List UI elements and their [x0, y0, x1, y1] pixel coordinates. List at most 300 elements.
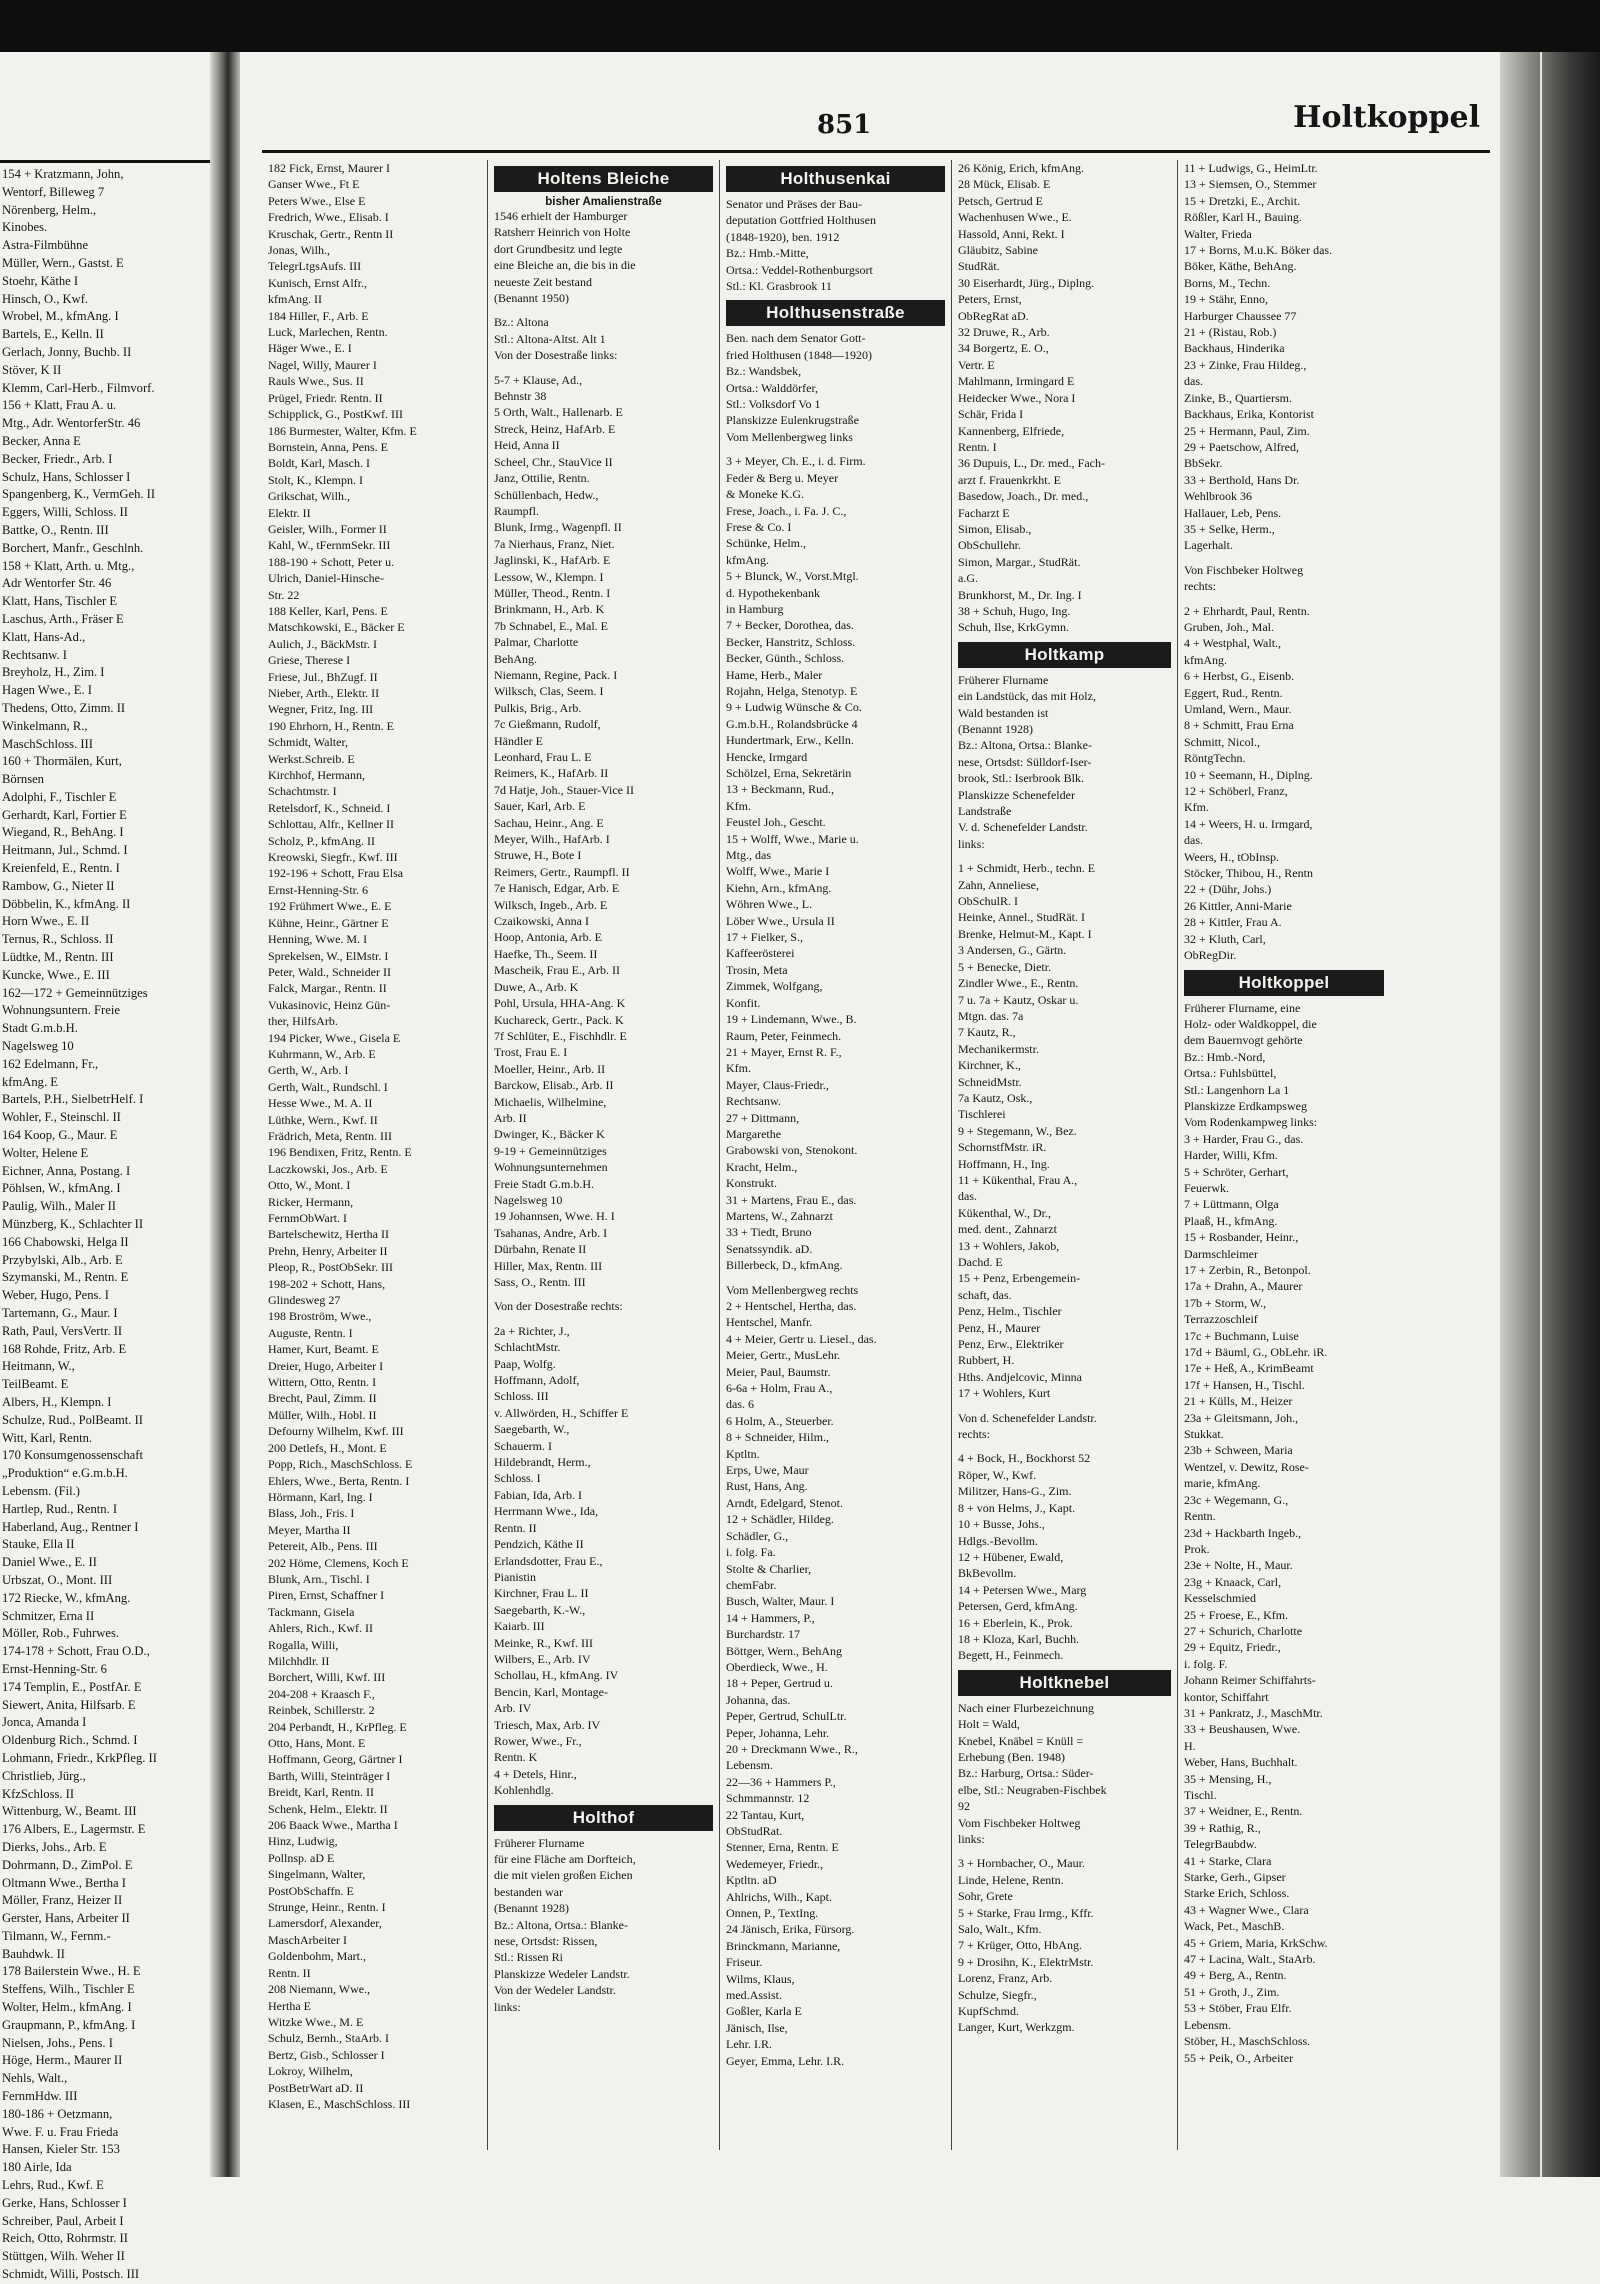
left-page-line: Nehls, Walt., [2, 2071, 68, 2086]
directory-line: Vom Rodenkampweg links: [1184, 1115, 1318, 1130]
directory-line: 17 + Wohlers, Kurt [958, 1386, 1051, 1401]
directory-line: Wittern, Otto, Rentn. I [268, 1375, 377, 1390]
left-page-line: Rath, Paul, VersVertr. II [2, 1323, 123, 1338]
directory-line: 35 + Mensing, H., [1184, 1771, 1272, 1786]
left-page-line: 168 Rohde, Fritz, Arb. E [2, 1341, 127, 1356]
directory-line: Mechanikermstr. [958, 1041, 1039, 1056]
entry-block [494, 208, 713, 1799]
directory-line: Grikschat, Wilh., [268, 489, 350, 504]
directory-line: Lehr. I.R. [726, 2037, 772, 2052]
directory-line: Kühne, Heinr., Gärtner E [268, 915, 389, 930]
directory-line: Elektr. II [268, 505, 311, 520]
directory-line: 186 Burmester, Walter, Kfm. E [268, 423, 417, 438]
directory-line: Ratsherr Heinrich von Holte [494, 225, 631, 240]
directory-line: Vom Mellenbergweg rechts [726, 1282, 859, 1297]
directory-line: Feuerwk. [1184, 1180, 1229, 1195]
directory-line: Peper, Johanna, Lehr. [726, 1725, 830, 1740]
directory-line: 1546 erhielt der Hamburger [494, 209, 628, 223]
directory-line: Werkst.Schreib. E [268, 751, 355, 766]
directory-line: Bz.: Wandsbek, [726, 364, 802, 379]
directory-line: Johanna, das. [726, 1692, 791, 1707]
directory-line: 10 + Seemann, H., Diplng. [1184, 767, 1313, 782]
left-page-line: 162—172 + Gemeinnütziges [2, 985, 148, 1000]
directory-line: Gläubitz, Sabine [958, 243, 1038, 258]
directory-line: 14 + Petersen Wwe., Marg [958, 1582, 1087, 1597]
directory-line: Prehn, Henry, Arbeiter II [268, 1243, 388, 1258]
directory-line: Paap, Wolfg. [494, 1356, 556, 1371]
directory-line: 4 + Bock, H., Bockhorst 52 [958, 1451, 1091, 1466]
directory-line: chemFabr. [726, 1577, 777, 1592]
directory-line: 23b + Schween, Maria [1184, 1443, 1293, 1458]
directory-line: Stl.: Volksdorf Vo 1 [726, 397, 821, 412]
directory-line: 7c Gießmann, Rudolf, [494, 717, 601, 732]
left-page-line: Becker, Friedr., Arb. I [2, 451, 113, 466]
directory-line: MaschArbeiter I [268, 1932, 347, 1947]
directory-line: Wilms, Klaus, [726, 1971, 795, 1986]
directory-line: Blunk, Irmg., Wagenpfl. II [494, 520, 622, 535]
directory-line: Dürbahn, Renate II [494, 1242, 587, 1257]
directory-line: 7a Kautz, Osk., [958, 1090, 1033, 1105]
directory-line: Kfm. [726, 1061, 751, 1076]
directory-line: 14 + Hammers, P., [726, 1610, 815, 1625]
directory-line: 28 Mück, Elisab. E [958, 177, 1051, 192]
directory-line: 190 Ehrhorn, H., Rentn. E [268, 718, 394, 733]
directory-line: Dreier, Hugo, Arbeiter I [268, 1358, 384, 1373]
directory-line: Moeller, Heinr., Arb. II [494, 1061, 606, 1076]
directory-line: Hentschel, Manfr. [726, 1315, 813, 1330]
directory-line: Piren, Ernst, Schaffner I [268, 1588, 385, 1603]
directory-line: Wilksch, Ingeb., Arb. E [494, 897, 608, 912]
directory-line: SchneidMstr. [958, 1074, 1022, 1089]
directory-line: Stl.: Kl. Grasbrook 11 [726, 279, 832, 294]
directory-line: 29 + Equitz, Friedr., [1184, 1640, 1281, 1655]
directory-line: & Moneke K.G. [726, 487, 804, 502]
directory-line: 10 + Busse, Johs., [958, 1517, 1045, 1532]
directory-line: 11 + Kükenthal, Frau A., [958, 1172, 1078, 1187]
left-page-line: 176 Albers, E., Lagermstr. E [2, 1822, 146, 1837]
directory-line: Meinke, R., Kwf. III [494, 1635, 593, 1650]
directory-line: Schipplick, G., PostKwf. III [268, 407, 403, 422]
directory-line: Penz, Erw., Elektriker [958, 1337, 1064, 1352]
left-page-line: Adr Wentorfer Str. 46 [2, 576, 112, 591]
entry-block [726, 196, 945, 294]
left-page-line: Hartlep, Rud., Rentn. I [2, 1501, 118, 1516]
directory-line: Jänisch, Ilse, [726, 2020, 788, 2035]
directory-line: 15 + Dretzki, E., Archit. [1184, 193, 1301, 208]
directory-line: 14 + Weers, H. u. Irmgard, [1184, 816, 1313, 831]
directory-line: Triesch, Max, Arb. IV [494, 1717, 601, 1732]
left-page-line: Eichner, Anna, Postang. I [2, 1163, 131, 1178]
directory-line: 7 + Lüttmann, Olga [1184, 1197, 1279, 1212]
left-page-line: Hinsch, O., Kwf. [2, 291, 89, 306]
left-page-line: Heitmann, W., [2, 1359, 75, 1374]
directory-line: Nieber, Arth., Elektr. II [268, 686, 380, 700]
directory-line: Ortsa.: Fuhlsbüttel, [1184, 1066, 1277, 1081]
directory-line: Hiller, Max, Rentn. III [494, 1258, 603, 1273]
directory-line: Trost, Frau E. I [494, 1045, 568, 1060]
directory-line: Stl.: Langenhorn La 1 [1184, 1082, 1290, 1097]
left-page-line: Kuncke, Wwe., E. III [2, 967, 110, 982]
directory-line: Tischlerei [958, 1107, 1006, 1122]
directory-line: in Hamburg [726, 601, 784, 616]
directory-line: 2 + Ehrhardt, Paul, Rentn. [1184, 603, 1310, 618]
directory-line: Burchardstr. 17 [726, 1627, 800, 1642]
directory-line: Heinke, Annel., StudRät. I [958, 910, 1085, 925]
directory-line: Popp, Rich., MaschSchloss. E [268, 1457, 413, 1472]
street-heading: Holtknebel [958, 1670, 1171, 1696]
directory-line: 26 Kittler, Anni-Marie [1184, 898, 1292, 913]
directory-line: Bz.: Altona, Ortsa.: Blanke- [494, 1917, 628, 1932]
directory-line: 5 Orth, Walt., Hallenarb. E [494, 405, 623, 420]
directory-line: Rojahn, Helga, Stenotyp. E [726, 683, 858, 698]
running-head: Holtkoppel [1293, 100, 1480, 135]
directory-line: Kuchareck, Gertr., Pack. K [494, 1012, 624, 1027]
directory-line: 200 Detlefs, H., Mont. E [268, 1440, 387, 1455]
directory-line: 23g + Knaack, Carl, [1184, 1574, 1282, 1589]
directory-line: Hencke, Irmgard [726, 749, 808, 764]
directory-line: 188-190 + Schott, Peter u. [268, 554, 395, 569]
directory-line: Hoffmann, Adolf, [494, 1373, 580, 1388]
directory-line: Aulich, J., BäckMstr. I [268, 636, 377, 651]
directory-line: Knebel, Knäbel = Knüll = [958, 1733, 1084, 1748]
directory-line: Bornstein, Anna, Pens. E [268, 439, 388, 454]
directory-line: Sohr, Grete [958, 1889, 1013, 1904]
directory-line: Prügel, Friedr. Rentn. II [268, 390, 383, 405]
directory-line: 7 + Krüger, Otto, HbAng. [958, 1938, 1082, 1953]
left-page-line: Wohnungsuntern. Freie [2, 1003, 120, 1018]
left-page-line: Przybylski, Alb., Arb. E [2, 1252, 123, 1267]
column-4 [952, 160, 1178, 2150]
directory-line: 37 + Weidner, E., Rentn. [1184, 1804, 1303, 1819]
directory-columns [262, 160, 1490, 2150]
directory-line: (Benannt 1950) [494, 291, 569, 306]
directory-line: Schenk, Helm., Elektr. II [268, 1801, 388, 1816]
directory-line: Wack, Pet., MaschB. [1184, 1919, 1285, 1934]
directory-line: Rentn. [1184, 1509, 1216, 1524]
directory-line: Saegebarth, K.-W., [494, 1602, 586, 1617]
directory-line: Goldenbohm, Mart., [268, 1949, 366, 1964]
directory-line: 25 + Hermann, Paul, Zim. [1184, 423, 1310, 438]
directory-line: Lüthke, Wern., Kwf. II [268, 1112, 378, 1127]
directory-line: Raum, Peter, Feinmech. [726, 1028, 842, 1043]
directory-line: Backhaus, Hinderika [1184, 341, 1285, 356]
directory-line: 32 Druwe, R., Arb. [958, 325, 1050, 340]
directory-line: Landstraße [958, 804, 1012, 819]
left-page-line: 156 + Klatt, Frau A. u. [2, 398, 117, 413]
directory-line: 21 + (Ristau, Rob.) [1184, 325, 1277, 340]
entry-block [494, 1835, 713, 2015]
directory-line: 17d + Bäuml, G., ObLehr. iR. [1184, 1345, 1328, 1360]
directory-line: 34 Borgertz, E. O., [958, 341, 1049, 356]
directory-line: 24 Jänisch, Erika, Fürsorg. [726, 1922, 855, 1937]
directory-line: Schollau, H., kfmAng. IV [494, 1668, 619, 1683]
directory-line: Struwe, H., Bote I [494, 848, 582, 863]
directory-line: 13 + Wohlers, Jakob, [958, 1238, 1060, 1253]
directory-line: Früherer Flurname [494, 1835, 585, 1850]
directory-line: Hame, Herb., Maler [726, 667, 823, 682]
left-page-line: Wohler, F., Steinschl. II [2, 1110, 121, 1125]
left-page-line: Wiegand, R., BehAng. I [2, 825, 124, 840]
directory-line: Weers, H., tObInsp. [1184, 849, 1280, 864]
directory-line: 11 + Ludwigs, G., HeimLtr. [1184, 161, 1318, 175]
directory-line: nese, Ortsdst: Rissen, [494, 1934, 598, 1949]
directory-line: Rauls Wwe., Sus. II [268, 374, 364, 389]
directory-line: 22 Tantau, Kurt, [726, 1807, 805, 1822]
directory-line [958, 1402, 1171, 1410]
directory-line: Schulz, Bernh., StaArb. I [268, 2031, 389, 2046]
directory-line: 7e Hanisch, Edgar, Arb. E [494, 881, 620, 896]
directory-line: Pohl, Ursula, HHA-Ang. K [494, 996, 626, 1011]
left-page-line: Graupmann, P., kfmAng. I [2, 2017, 136, 2032]
directory-line: Müller, Wilh., Hobl. II [268, 1407, 377, 1422]
left-page-line: MaschSchloss. III [2, 736, 93, 751]
directory-line: Retelsdorf, K., Schneid. I [268, 800, 391, 815]
directory-line: nese, Ortsdst: Sülldorf-Iser- [958, 754, 1092, 769]
left-page-line: Rechtsanw. I [2, 647, 67, 662]
directory-line: Wilbers, E., Arb. IV [494, 1651, 591, 1666]
directory-line: Schuh, Ilse, KrkGymn. [958, 620, 1069, 635]
directory-line: 198-202 + Schott, Hans, [268, 1276, 386, 1291]
left-page-line: Döbbelin, K., kfmAng. II [2, 896, 131, 911]
directory-line: Früherer Flurname, eine [1184, 1000, 1301, 1015]
directory-line: Rogalla, Willi, [268, 1637, 339, 1652]
directory-line: Laczkowski, Jos., Arb. E [268, 1161, 388, 1176]
directory-line: Friseur. [726, 1955, 763, 1970]
directory-line: Weber, Hans, Buchhalt. [1184, 1755, 1298, 1770]
directory-line: 204-208 + Kraasch F., [268, 1686, 375, 1701]
directory-line: deputation Gottfried Holthusen [726, 213, 876, 228]
left-page-line: Battke, O., Rentn. III [2, 522, 109, 537]
left-page-line: Börnsen [2, 772, 44, 787]
directory-line: Kannenberg, Elfriede, [958, 423, 1065, 438]
directory-line: Hundertmark, Erw., Kelln. [726, 733, 854, 748]
directory-line: Senatssyndik. aD. [726, 1241, 813, 1256]
directory-line: Kreowski, Siegfr., Kwf. III [268, 850, 398, 865]
left-page-line: Bartels, P.H., SielbetrHelf. I [2, 1092, 144, 1107]
directory-line: Starke, Gerh., Gipser [1184, 1870, 1286, 1885]
directory-line: Holz- oder Waldkoppel, die [1184, 1016, 1317, 1031]
directory-line: 8 + Schmitt, Frau Erna [1184, 718, 1294, 733]
directory-line: 12 + Schädler, Hildeg. [726, 1512, 834, 1527]
left-page-line: Tartemann, G., Maur. I [2, 1306, 118, 1320]
directory-line: 20 + Dreckmann Wwe., R., [726, 1741, 858, 1756]
directory-line: 32 + Kluth, Carl, [1184, 931, 1266, 946]
left-page-line: 180-186 + Oetzmann, [2, 2106, 113, 2121]
left-page-line: kfmAng. E [2, 1074, 58, 1089]
column-3 [720, 160, 952, 2150]
directory-line: Borns, M., Techn. [1184, 275, 1271, 290]
directory-line: Schmidt, Walter, [268, 735, 348, 750]
directory-line: Simon, Margar., StudRät. [958, 554, 1081, 569]
directory-line: das. [1184, 374, 1203, 389]
directory-line: Simon, Elisab., [958, 521, 1032, 536]
left-page-line: Horn Wwe., E. II [2, 914, 90, 929]
directory-line: Müller, Theod., Rentn. I [494, 585, 611, 600]
directory-line: Arndt, Edelgard, Stenot. [726, 1495, 843, 1510]
directory-line: ObRegRat aD. [958, 308, 1029, 323]
directory-line: Lorenz, Franz, Arb. [958, 1971, 1053, 1986]
directory-line: 23d + Hackbarth Ingeb., [1184, 1525, 1302, 1540]
directory-line: Wohnungsunternehmen [494, 1160, 608, 1175]
directory-line: 15 + Wolff, Wwe., Marie u. [726, 831, 859, 846]
directory-line: Schmitt, Nicol., [1184, 734, 1260, 749]
directory-line: 18 + Kloza, Karl, Buchh. [958, 1631, 1080, 1646]
directory-line: Vertr. E [958, 357, 995, 372]
directory-line: 4 + Detels, Hinr., [494, 1766, 577, 1781]
directory-line: RöntgTechn. [1184, 751, 1246, 766]
directory-line: Planskizze Eulenkrugstraße [726, 413, 859, 428]
directory-line: Ahlrichs, Wilh., Kapt. [726, 1889, 832, 1904]
directory-line: Johann Reimer Schiffahrts- [1184, 1673, 1316, 1688]
left-page-line: Wwe. F. u. Frau Frieda [2, 2124, 119, 2139]
directory-line [494, 306, 713, 314]
directory-line: Breidt, Karl, Rentn. II [268, 1785, 374, 1800]
directory-line: 25 + Froese, E., Kfm. [1184, 1607, 1289, 1622]
directory-line: 7 + Becker, Dorothea, das. [726, 618, 854, 633]
left-page-line: Münzberg, K., Schlachter II [2, 1217, 144, 1232]
left-page-line: Bartels, E., Kelln. II [2, 327, 104, 342]
directory-line [494, 1290, 713, 1298]
directory-line: Raumpfl. [494, 503, 539, 518]
directory-line: neueste Zeit bestand [494, 274, 592, 289]
directory-line: Wöhren Wwe., L. [726, 897, 813, 912]
directory-line: Stöber, H., MaschSchloss. [1184, 2034, 1311, 2049]
directory-line: ther, HilfsArb. [268, 1014, 338, 1029]
street-heading: Holthof [494, 1805, 713, 1831]
street-heading: Holthusenstraße [726, 300, 945, 326]
directory-line: Jaglinski, K., HafArb. E [494, 553, 611, 568]
directory-line: Von der Dosestraße rechts: [494, 1299, 623, 1314]
directory-line: dort Grundbesitz und legte [494, 241, 623, 256]
left-page-entries [2, 166, 208, 2284]
directory-line: Mahlmann, Irmingard E [958, 374, 1075, 389]
directory-line: fried Holthusen (1848—1920) [726, 347, 872, 362]
directory-line: Holt = Wald, [958, 1717, 1020, 1732]
directory-line [494, 364, 713, 372]
directory-line: 7b Schnabel, E., Mal. E [494, 618, 608, 633]
directory-line [726, 445, 945, 453]
directory-line: 13 + Beckmann, Rud., [726, 782, 835, 797]
directory-line: Grabowski von, Stenokont. [726, 1143, 858, 1158]
directory-line: 6-6a + Holm, Frau A., [726, 1381, 833, 1396]
column-5 [1178, 160, 1390, 2150]
directory-line: Geisler, Wilh., Former II [268, 521, 387, 536]
directory-line: Planskizze Wedeler Landstr. [494, 1966, 630, 1981]
directory-line: 7d Hatje, Joh., Stauer-Vice II [494, 782, 634, 797]
entry-block [1184, 160, 1384, 964]
directory-line: Haefke, Th., Seem. II [494, 946, 598, 961]
left-page-line: Steffens, Wilh., Tischler E [2, 1982, 135, 1997]
directory-line: (1848-1920), ben. 1912 [726, 229, 840, 244]
directory-line: Peters Wwe., Else E [268, 193, 366, 208]
directory-line: Rower, Wwe., Fr., [494, 1733, 582, 1748]
entry-block [726, 330, 945, 2069]
directory-line: 4 + Westphal, Walt., [1184, 636, 1282, 651]
left-page-line: Stoehr, Käthe I [2, 273, 79, 288]
directory-line: 23e + Nolte, H., Maur. [1184, 1558, 1293, 1573]
directory-line: ObStudRat. [726, 1824, 783, 1838]
left-page-line: Astra-Filmbühne [2, 238, 89, 253]
directory-line: 27 + Schurich, Charlotte [1184, 1623, 1303, 1638]
directory-line: Lokroy, Wilhelm, [268, 2064, 353, 2079]
directory-line: Ortsa.: Veddel-Rothenburgsort [726, 262, 873, 277]
directory-line: 6 + Herbst, G., Eisenb. [1184, 669, 1295, 684]
directory-line: Dwinger, K., Bäcker K [494, 1127, 605, 1142]
directory-line: Reimers, K., HafArb. II [494, 766, 609, 781]
left-page-line: Oldenburg Rich., Schmd. I [2, 1733, 138, 1748]
directory-line: Defourny Wilhelm, Kwf. III [268, 1424, 404, 1439]
directory-line: Stenner, Erna, Rentn. E [726, 1840, 839, 1855]
left-page-line: Nielsen, Johs., Pens. I [2, 2035, 113, 2050]
directory-line: 17 + Borns, M.u.K. Böker das. [1184, 243, 1333, 258]
directory-line: 194 Picker, Wwe., Gisela E [268, 1030, 401, 1045]
directory-line: 29 + Paetschow, Alfred, [1184, 439, 1299, 454]
directory-line: Boldt, Karl, Masch. I [268, 456, 370, 471]
directory-line: 19 + Stähr, Enno, [1184, 292, 1268, 307]
directory-line: elbe, Stl.: Neugraben-Fischbek [958, 1782, 1107, 1797]
directory-line: Zahn, Anneliese, [958, 877, 1039, 892]
left-page-rule [0, 160, 210, 163]
directory-line: Häger Wwe., E. I [268, 341, 352, 356]
directory-line: 7 u. 7a + Kautz, Oskar u. [958, 992, 1079, 1007]
directory-line: StudRät. [958, 259, 1000, 274]
directory-line: Kirchhof, Hermann, [268, 768, 365, 783]
directory-line: Saegebarth, W., [494, 1422, 570, 1437]
directory-line: Lamersdorf, Alexander, [268, 1916, 382, 1931]
directory-line: Margarethe [726, 1126, 782, 1141]
directory-line: Singelmann, Walter, [268, 1867, 366, 1882]
directory-line: H. [1184, 1738, 1196, 1753]
directory-line: Duwe, A., Arb. K [494, 979, 579, 994]
directory-line: Rößler, Karl H., Bauing. [1184, 210, 1302, 225]
entry-block [1184, 1000, 1384, 2066]
directory-line: 18 + Peper, Gertrud u. [726, 1676, 833, 1691]
left-page-line: Mtg., Adr. WentorferStr. 46 [2, 416, 141, 431]
directory-line: Hinz, Ludwig, [268, 1834, 338, 1849]
directory-line: Walter, Frieda [1184, 226, 1252, 241]
directory-line: Stolt, K., Klempn. I [268, 472, 363, 487]
left-page-line: FernmHdw. III [2, 2089, 78, 2104]
directory-line: Klasen, E., MaschSchloss. III [268, 2096, 411, 2111]
directory-line: Pendzich, Käthe II [494, 1537, 584, 1552]
directory-line: Kunisch, Ernst Alfr., [268, 275, 367, 290]
left-page-line: Ternus, R., Schloss. II [2, 932, 114, 947]
directory-line: Schloss. I [494, 1471, 541, 1486]
directory-line: Frädrich, Meta, Rentn. III [268, 1128, 392, 1143]
directory-line: kontor, Schiffahrt [1184, 1689, 1269, 1704]
left-page-line: Haberland, Aug., Rentner I [2, 1519, 139, 1534]
directory-line: Herrmann Wwe., Ida, [494, 1504, 599, 1519]
left-page-line: 158 + Klatt, Arth. u. Mtg., [2, 558, 135, 573]
directory-line: 17b + Storm, W., [1184, 1295, 1267, 1310]
directory-line: Facharzt E [958, 505, 1010, 520]
directory-line: Brinkmann, H., Arb. K [494, 602, 605, 617]
directory-line: schaft, das. [958, 1287, 1012, 1302]
directory-line: das. [1184, 833, 1203, 848]
directory-line: Kaffeerösterei [726, 946, 795, 961]
left-page-line: Spangenberg, K., VermGeh. II [2, 487, 156, 502]
directory-line: PostObSchaffn. E [268, 1883, 354, 1898]
directory-line: Meier, Paul, Baumstr. [726, 1364, 831, 1379]
left-page-line: Christlieb, Jürg., [2, 1768, 86, 1783]
street-heading: Holthusenkai [726, 166, 945, 192]
directory-line: Peter, Wald., Schneider II [268, 964, 391, 979]
directory-line: Jonas, Wilh., [268, 243, 330, 258]
left-page-line: Szymanski, M., Rentn. E [2, 1270, 129, 1285]
directory-line: 9-19 + Gemeinnütziges [494, 1143, 607, 1158]
page-header [262, 90, 1490, 153]
left-page-line: 160 + Thormälen, Kurt, [2, 754, 122, 769]
